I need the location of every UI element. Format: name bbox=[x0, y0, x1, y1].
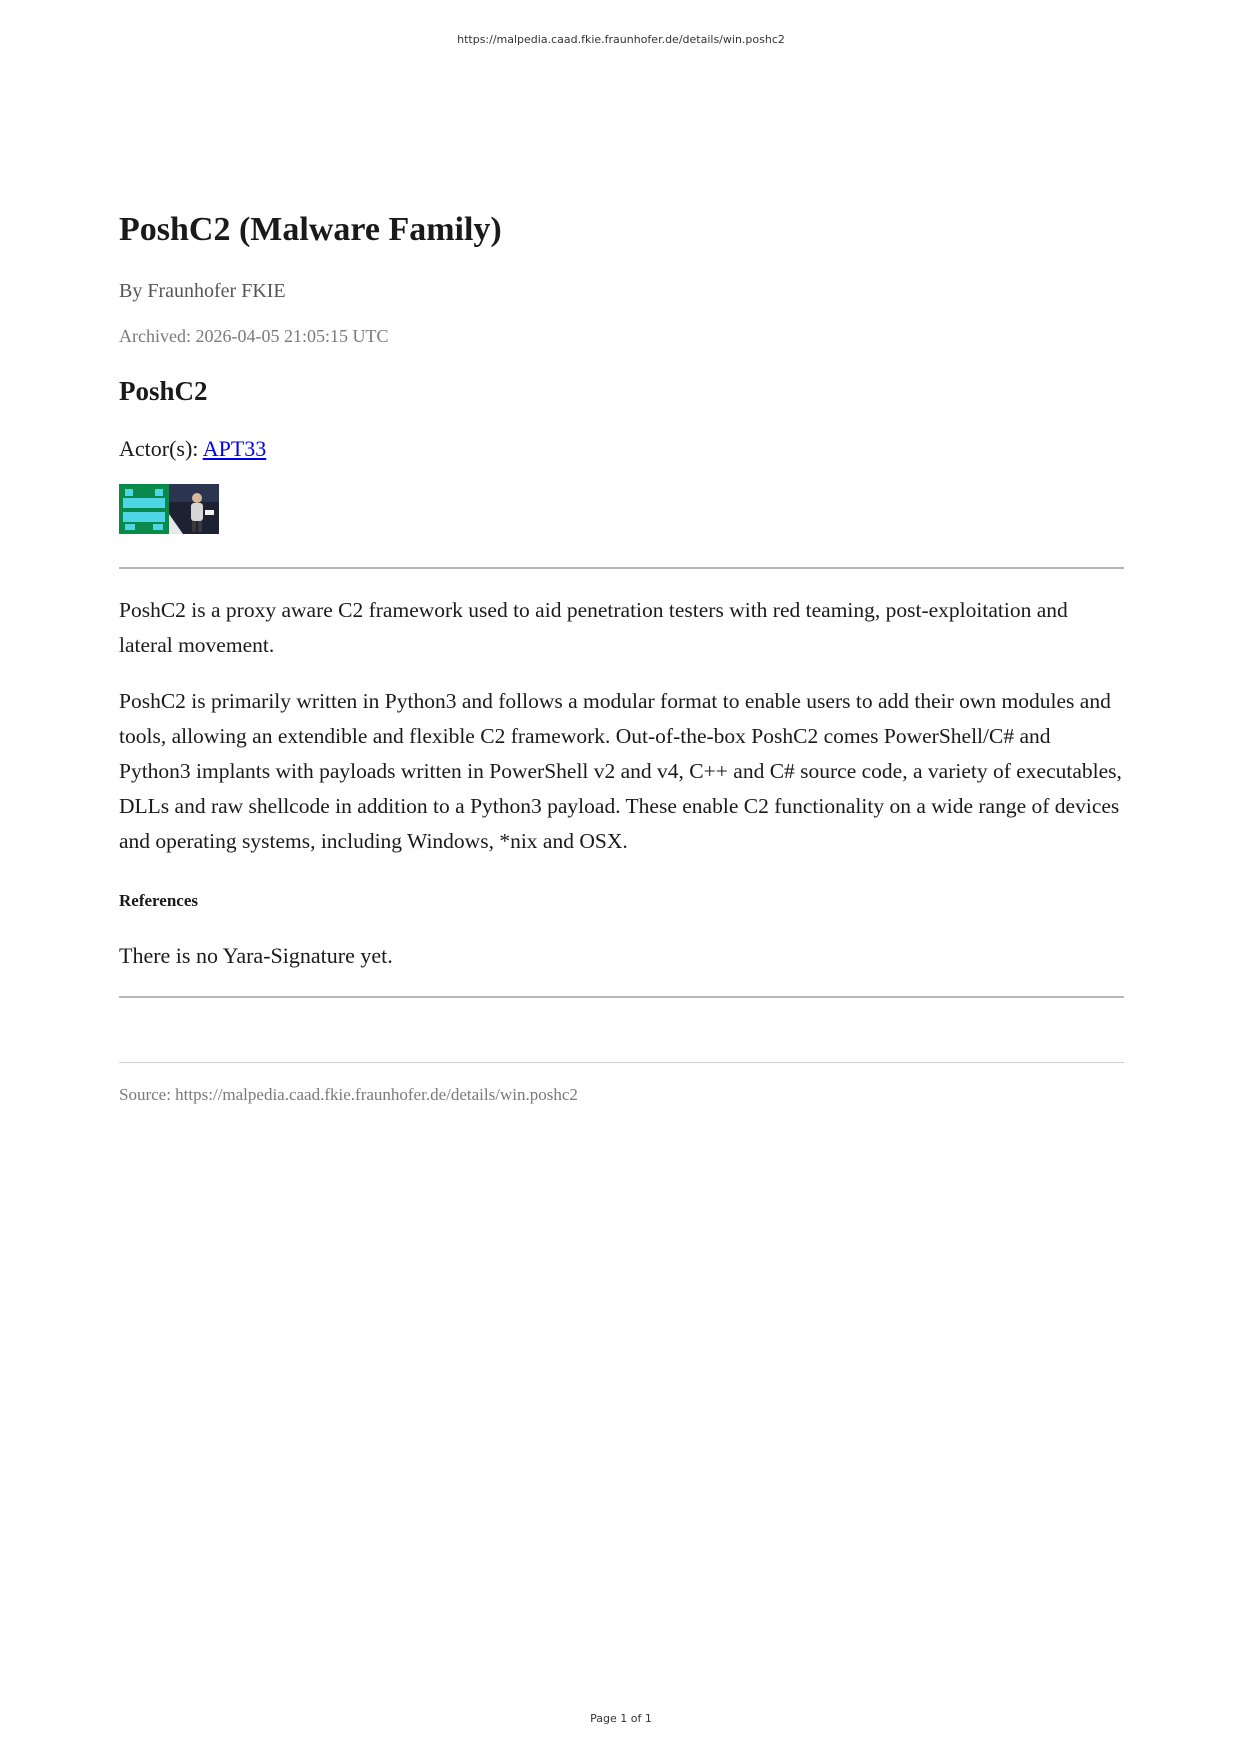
family-heading: PoshC2 bbox=[119, 375, 208, 406]
byline: By Fraunhofer FKIE bbox=[119, 279, 286, 302]
actors-label: Actor(s): bbox=[119, 435, 199, 461]
actors-line bbox=[119, 436, 1124, 462]
details-paragraph: PoshC2 is primarily written in Python3 and follows a modular format to enable users to add their own modules and tools, allowing an extendible and flexible C2 framework. Out-of-the-box PoshC2 comes PowerShell/C# and Python3 implants with payloads written in PowerShell v2 and v4, C++ and C# source code, a variety of executables, DLLs and raw shellcode in addition to a Python3 payload. These enable C2 functionality on a wide range of devices and operating systems, including Windows, *nix and OSX. bbox=[119, 688, 1122, 853]
family-logo-icon[interactable] bbox=[119, 484, 169, 534]
presenter-photo-icon[interactable] bbox=[169, 484, 219, 534]
page-number: Page 1 of 1 bbox=[590, 1712, 652, 1725]
divider bbox=[119, 567, 1124, 569]
references-heading: References bbox=[119, 890, 198, 910]
divider bbox=[119, 996, 1124, 998]
description-paragraph: PoshC2 is a proxy aware C2 framework used to aid penetration testers with red teaming, post-exploitation and lateral movement. bbox=[119, 597, 1068, 657]
source-divider bbox=[119, 1062, 1124, 1063]
thumbnail-row bbox=[119, 484, 1124, 534]
archived-timestamp: Archived: 2026-04-05 21:05:15 UTC bbox=[119, 325, 389, 346]
page-title: PoshC2 (Malware Family) bbox=[119, 211, 502, 248]
source-line: Source: https://malpedia.caad.fkie.fraunhofer.de/details/win.poshc2 bbox=[119, 1084, 578, 1104]
yara-status: There is no Yara-Signature yet. bbox=[119, 942, 393, 968]
article bbox=[119, 210, 1124, 1105]
actor-link-apt33[interactable]: APT33 bbox=[202, 435, 267, 461]
page-header-url: https://malpedia.caad.fkie.fraunhofer.de/details/win.poshc2 bbox=[457, 33, 785, 46]
